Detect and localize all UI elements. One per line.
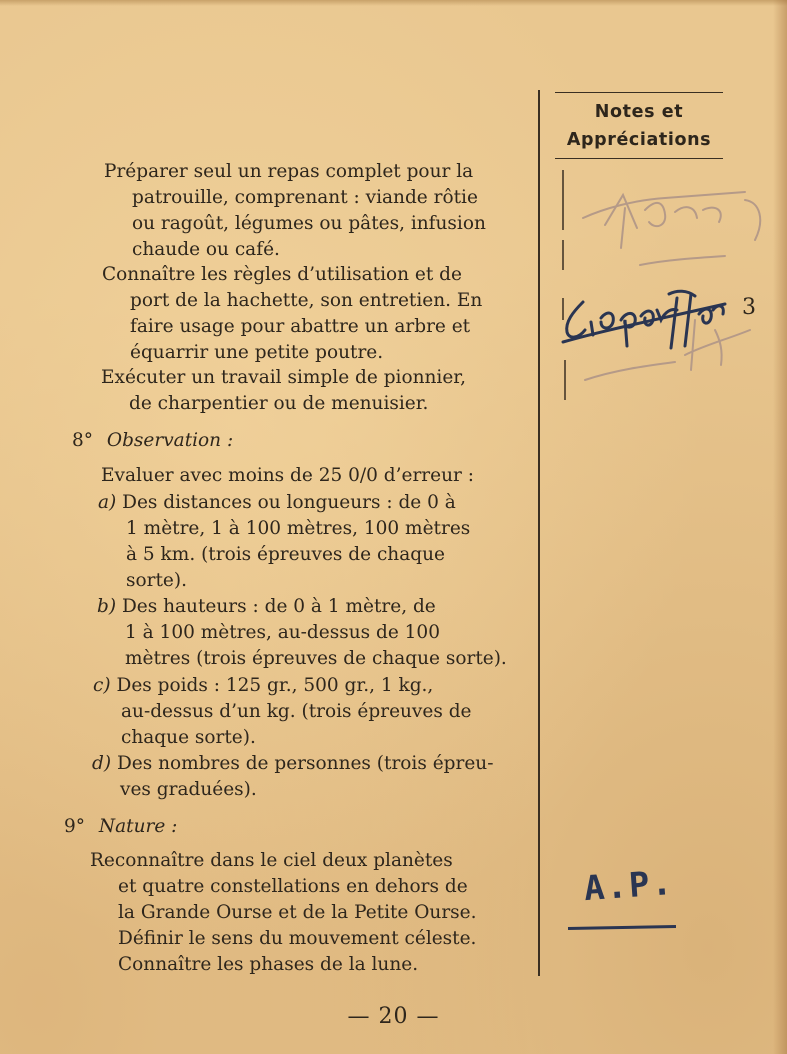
notes-header — [555, 92, 723, 159]
section-number: 8° — [72, 430, 94, 451]
paragraph-hachette — [102, 262, 482, 366]
notes-header-line2: Appréciations — [566, 130, 712, 150]
list-marker: d) — [92, 753, 112, 774]
text-line: 1 à 100 mètres, au-dessus de 100 — [125, 622, 440, 643]
pen-signature — [563, 291, 725, 348]
handwritten-mark-3: 3 — [742, 295, 756, 320]
text-line: Des poids : 125 gr., 500 gr., 1 kg., — [116, 675, 434, 696]
list-item-d — [92, 751, 493, 803]
text-line: de charpentier ou de menuisier. — [129, 393, 429, 414]
list-marker: b) — [97, 596, 117, 617]
list-item-c — [93, 673, 472, 751]
text-line: à 5 km. (trois épreuves de chaque — [126, 544, 445, 565]
list-item-a — [98, 490, 470, 594]
text-line: port de la hachette, son entretien. En — [130, 290, 483, 311]
text-line: chaude ou café. — [132, 239, 280, 260]
text-line: Définir le sens du mouvement céleste. — [118, 928, 477, 949]
divider-ticks — [563, 170, 565, 400]
text-line: mètres (trois épreuves de chaque sorte). — [125, 648, 507, 669]
section-title: Nature : — [98, 816, 178, 837]
text-line: faire usage pour abattre un arbre et — [130, 316, 471, 337]
handwritten-annotations — [545, 170, 775, 430]
paper-top-edge — [0, 0, 787, 6]
section-9-heading — [64, 814, 177, 840]
text-line: Connaître les phases de la lune. — [118, 954, 419, 975]
text-line: Des nombres de personnes (trois épreu- — [116, 753, 494, 774]
text-line: 1 mètre, 1 à 100 mètres, 100 mètres — [126, 518, 471, 539]
column-divider — [538, 90, 540, 976]
page-number: — 20 — — [347, 1004, 440, 1029]
text-line: et quatre constellations en dehors de — [118, 876, 468, 897]
paragraph-nature — [90, 848, 477, 978]
text-line: Exécuter un travail simple de pionnier, — [101, 367, 466, 388]
paragraph-evaluer — [101, 463, 474, 489]
notes-header-line1: Notes et — [594, 102, 684, 122]
initials-underline — [568, 925, 676, 930]
text-line: la Grande Ourse et de la Petite Ourse. — [118, 902, 477, 923]
list-marker: c) — [93, 675, 111, 696]
paragraph-prepare-meal — [104, 159, 486, 263]
text-line: Reconnaître dans le ciel deux planètes — [90, 850, 453, 871]
list-item-b — [97, 594, 507, 672]
text-line: Connaître les règles d’utilisation et de — [102, 264, 462, 285]
text-line: équarrir une petite poutre. — [130, 342, 384, 363]
section-8-heading — [72, 428, 233, 454]
text-line: ou ragoût, légumes ou pâtes, infusion — [132, 213, 486, 234]
text-line: Des distances ou longueurs : de 0 à — [122, 492, 456, 513]
text-line: Des hauteurs : de 0 à 1 mètre, de — [121, 596, 436, 617]
pencil-signature — [583, 192, 760, 380]
text-line: patrouille, comprenant : viande rôtie — [132, 187, 478, 208]
section-number: 9° — [64, 816, 86, 837]
paper-right-edge — [773, 0, 787, 1054]
text-line: chaque sorte). — [121, 727, 256, 748]
text-line: Evaluer avec moins de 25 0/0 d’erreur : — [101, 465, 474, 486]
text-line: ves graduées). — [120, 779, 257, 800]
text-line: sorte). — [126, 570, 187, 591]
paragraph-travail — [101, 365, 466, 417]
text-line: au-dessus d’un kg. (trois épreuves de — [121, 701, 472, 722]
list-marker: a) — [98, 492, 117, 513]
initials-annotation: A.P. — [582, 862, 676, 910]
section-title: Observation : — [106, 430, 234, 451]
text-line: Préparer seul un repas complet pour la — [104, 161, 474, 182]
